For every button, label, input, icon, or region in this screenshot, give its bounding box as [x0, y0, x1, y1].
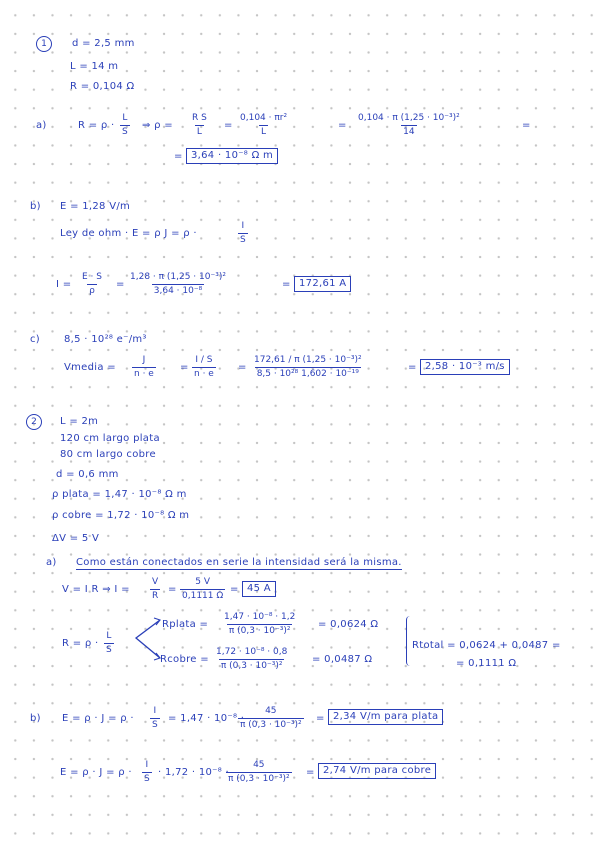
fraction-denominator: n · e [134, 369, 154, 379]
fraction-I-over-S-copper [142, 760, 152, 785]
result-field-copper: 2,74 V/m para cobre [318, 763, 436, 779]
given-rho-copper: ρ cobre = 1,72 · 10⁻⁸ Ω m [52, 510, 190, 521]
fraction-numerator: I / S [195, 355, 213, 365]
given-copper-length: 80 cm largo cobre [60, 449, 156, 460]
equals-sign: = [306, 767, 315, 778]
field-copper-mid: · 1,72 · 10⁻⁸ · [158, 767, 230, 778]
fraction-numerator: 1,28 · π (1,25 · 10⁻³)² [130, 272, 226, 282]
equals-sign: = [174, 151, 183, 162]
ohm-law-current-lhs: V = I R ⇒ I = [62, 584, 130, 595]
fraction-ES-over-rho [80, 272, 104, 297]
resistance-formula-lhs: R = ρ · [62, 638, 99, 649]
result-current: 172,61 A [294, 276, 351, 292]
fraction-L-over-S-2 [104, 631, 114, 656]
fraction-denominator: n · e [194, 369, 214, 379]
equals-sign: = [282, 279, 291, 290]
current-lhs: I = [56, 279, 72, 290]
fraction-numerator: V [152, 577, 159, 587]
fraction-V-over-R [150, 577, 160, 602]
fraction-numerator: 1,72 · 10⁻⁸ · 0,8 [216, 647, 288, 657]
fraction-velocity-substituted [252, 355, 364, 380]
fraction-denominator: R [152, 591, 159, 601]
part-a-label-2: a) [46, 557, 57, 568]
result-velocity: 2,58 · 10⁻³ m/s [420, 359, 510, 375]
fraction-numerator: 0,104 · π (1,25 · 10⁻³)² [358, 113, 460, 123]
result-series-current: 45 A [242, 581, 276, 597]
problem-1-number: 1 [36, 36, 52, 52]
given-rho-silver: ρ plata = 1,47 · 10⁻⁸ Ω m [52, 489, 187, 500]
equals-sign: = [316, 713, 325, 724]
copper-resistance-result: = 0,0487 Ω [312, 654, 373, 665]
fraction-numerator: I [153, 706, 157, 716]
fraction-numerator: L [122, 113, 128, 123]
field-silver-lhs: E = ρ · J = ρ · [62, 713, 134, 724]
result-resistivity: 3,64 · 10⁻⁸ Ω m [186, 148, 278, 164]
fraction-numerator: 0,104 · πr² [240, 113, 288, 123]
fraction-pi-r2-over-L [238, 113, 289, 138]
copper-resistance-lhs: Rcobre = [160, 654, 209, 665]
equals-sign: = [116, 279, 125, 290]
series-explanation: Como están conectados en serie la intensidad será la misma. [76, 557, 402, 568]
field-silver-mid: = 1,47 · 10⁻⁸ · [168, 713, 245, 724]
fraction-substituted [356, 113, 462, 138]
part-c-label: c) [30, 334, 40, 345]
fraction-IS-over-ne [192, 355, 216, 380]
fraction-numerator: 45 [253, 760, 265, 770]
implies-rho: ⇒ ρ = [142, 120, 173, 131]
fraction-I-over-S-silver [150, 706, 160, 731]
fraction-numerator: E · S [82, 272, 102, 282]
field-copper-lhs: E = ρ · J = ρ · [60, 767, 132, 778]
given-total-length: L = 2m [60, 416, 99, 427]
part-b-label: b) [30, 201, 41, 212]
equals-sign: = [230, 584, 239, 595]
fraction-J-over-ne [132, 355, 156, 380]
given-diameter-2: d = 0,6 mm [56, 469, 119, 480]
equals-sign: = [408, 362, 417, 373]
branch-arrow [132, 614, 162, 664]
fraction-denominator: π (0,3 · 10⁻³)² [228, 774, 290, 784]
part-a-label: a) [36, 120, 47, 131]
fraction-numerator: J [142, 355, 146, 365]
fraction-denominator: π (0,3 · 10⁻³)² [220, 661, 283, 671]
electron-density: 8,5 · 10²⁸ e⁻/m³ [64, 334, 147, 345]
formula-resistance-lhs: R = ρ · [78, 120, 115, 131]
fraction-numerator: 1,47 · 10⁻⁸ · 1,2 [224, 612, 296, 622]
fraction-denominator: S [106, 645, 112, 655]
fraction-denominator: S [152, 720, 158, 730]
fraction-numerator: 5 V [195, 577, 210, 587]
fraction-denominator: S [122, 127, 128, 137]
result-field-silver: 2,34 V/m para plata [328, 709, 443, 725]
fraction-numerator: I [241, 221, 245, 231]
fraction-numerator: L [106, 631, 112, 641]
given-silver-length: 120 cm largo plata [60, 433, 160, 444]
equals-sign: = [168, 584, 177, 595]
fraction-numerator: 172,61 / π (1,25 · 10⁻³)² [254, 355, 362, 365]
fraction-denominator: π (0,3 · 10⁻³)² [228, 626, 291, 636]
ohm-law-text: Ley de ohm · E = ρ J = ρ · [60, 228, 197, 239]
given-length: L = 14 m [70, 61, 119, 72]
given-field: E = 1,28 V/m [60, 201, 131, 212]
given-resistance: R = 0,104 Ω [70, 81, 135, 92]
fraction-denominator: ρ [89, 286, 95, 296]
fraction-denominator: 14 [403, 127, 415, 137]
fraction-denominator: 8,5 · 10²⁸ 1,602 · 10⁻¹⁹ [256, 369, 359, 379]
silver-resistance-lhs: Rplata = [162, 619, 209, 630]
fraction-numerator: I [145, 760, 149, 770]
fraction-denominator: L [196, 127, 202, 137]
fraction-numerator: R S [192, 113, 207, 123]
equals-sign: = [180, 362, 189, 373]
fraction-denominator: 0,1111 Ω [182, 591, 224, 601]
fraction-denominator: 3,64 · 10⁻⁸ [153, 286, 203, 296]
velocity-lhs: Vmedia = [64, 362, 116, 373]
fraction-I-over-S [238, 221, 248, 246]
fraction-denominator: L [261, 127, 267, 137]
fraction-5V-over-R [180, 577, 225, 602]
fraction-RS-over-L [190, 113, 209, 138]
equals-sign: = [522, 120, 531, 131]
equals-sign: = [238, 362, 247, 373]
fraction-copper-resistance [214, 647, 289, 672]
fraction-current-substituted [128, 272, 228, 297]
given-voltage: ΔV = 5 V [52, 533, 100, 544]
fraction-L-over-S [120, 113, 130, 138]
fraction-numerator: 45 [265, 706, 277, 716]
equals-sign: = [224, 120, 233, 131]
fraction-silver-field [238, 706, 304, 731]
fraction-denominator: S [240, 235, 246, 245]
equals-sign: = [338, 120, 347, 131]
fraction-silver-resistance [222, 612, 297, 637]
total-resistance-sum: Rtotal = 0,0624 + 0,0487 = [412, 640, 561, 651]
silver-resistance-result: = 0,0624 Ω [318, 619, 379, 630]
problem-2-number: 2 [26, 414, 42, 430]
fraction-denominator: S [144, 774, 150, 784]
part-b-label-2: b) [30, 713, 41, 724]
fraction-copper-field [226, 760, 292, 785]
fraction-denominator: π (0,3 · 10⁻³)² [240, 720, 302, 730]
total-resistance-result: = 0,1111 Ω [456, 658, 517, 669]
given-diameter: d = 2,5 mm [72, 38, 135, 49]
